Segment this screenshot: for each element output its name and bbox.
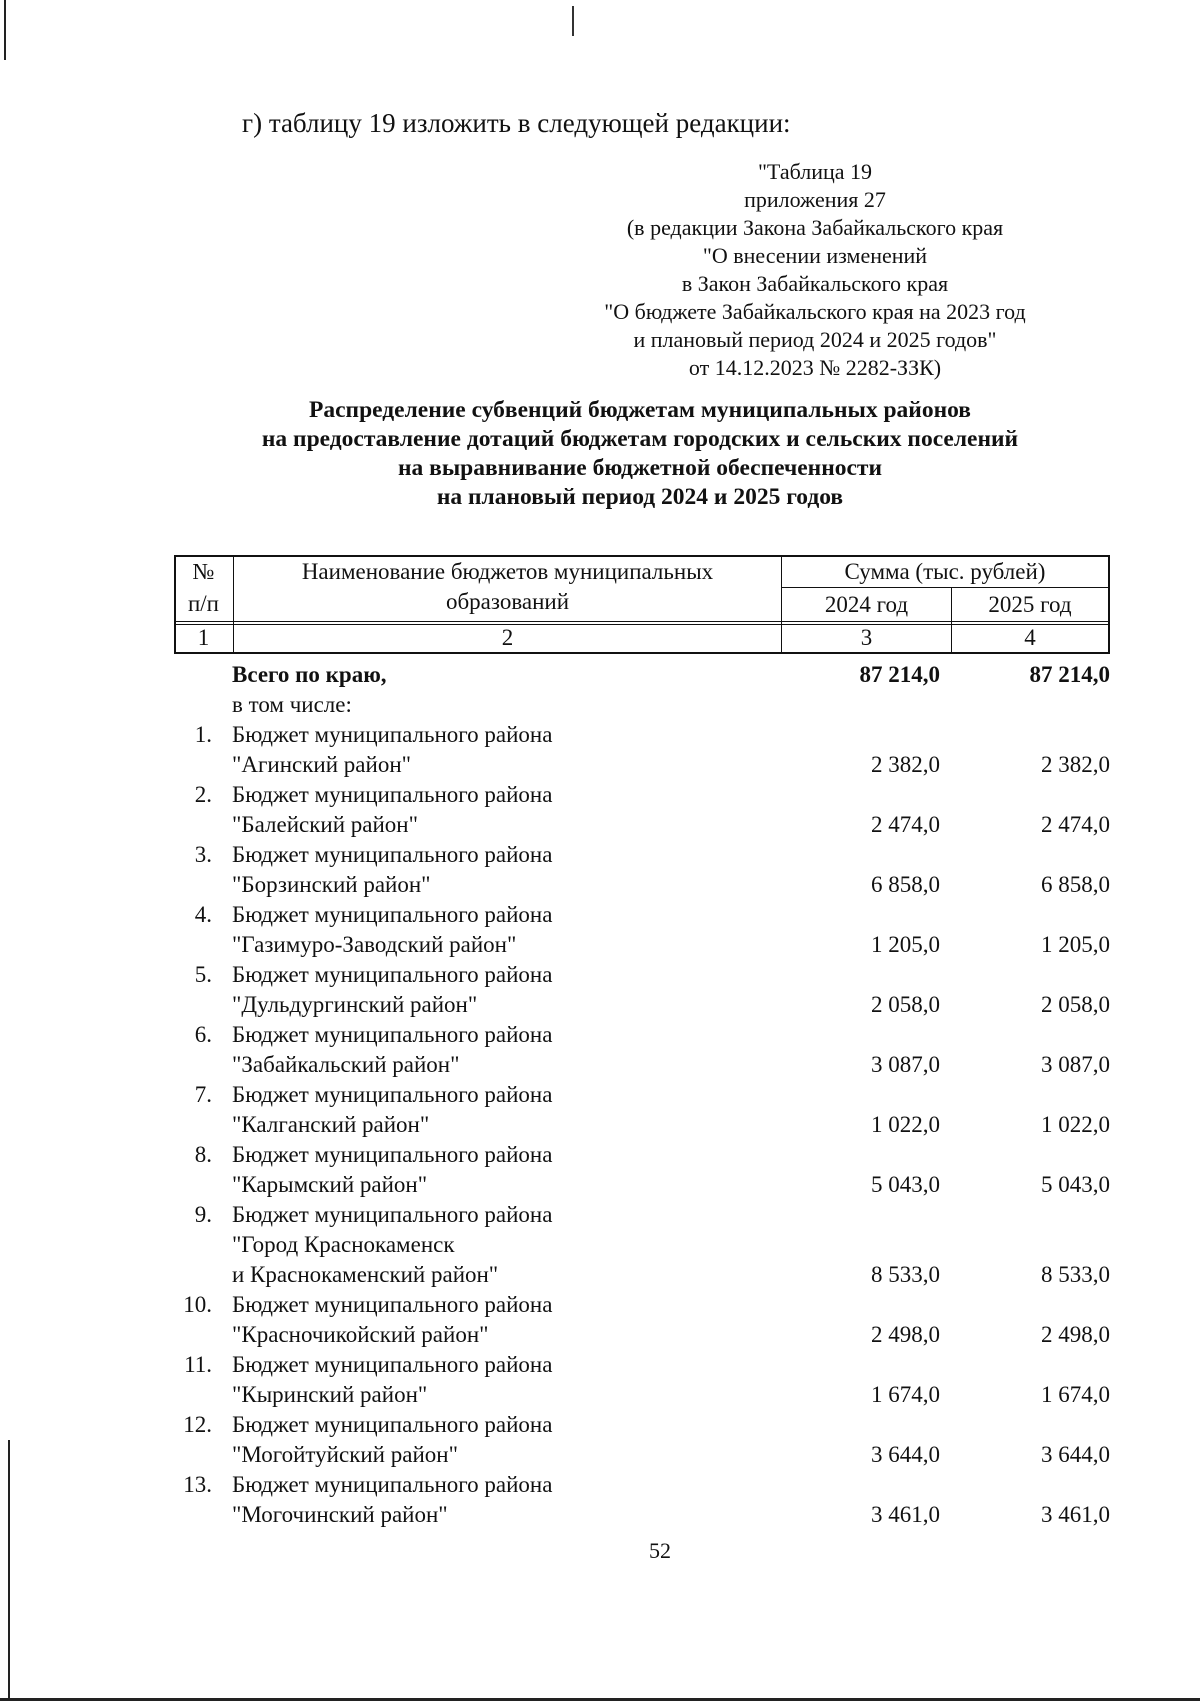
header-border-top	[174, 555, 1110, 557]
header-name-line2: образований	[445, 589, 570, 614]
row-number: 4.	[194, 902, 212, 927]
table-row	[174, 1350, 1110, 1410]
table-body	[174, 660, 1110, 1530]
row-name-line: Бюджет муниципального района	[232, 1202, 553, 1227]
header-border-bottom	[174, 652, 1110, 654]
table-row	[174, 720, 1110, 780]
row-name-line: "Газимуро-Заводский район"	[232, 932, 517, 957]
row-value-2025: 5 043,0	[1041, 1172, 1110, 1197]
row-name-line: Бюджет муниципального района	[232, 902, 553, 927]
row-name-line: "Агинский район"	[232, 752, 412, 777]
header-border-lower	[174, 621, 1110, 622]
title-line: Распределение субвенций бюджетам муниципальных районов	[309, 397, 971, 423]
note-line: (в редакции Закона Забайкальского края	[626, 215, 1004, 240]
note-line: "О бюджете Забайкальского края на 2023 год	[604, 299, 1026, 324]
header-name-line1: Наименование бюджетов муниципальных	[301, 559, 714, 584]
note-line: и плановый период 2024 и 2025 годов"	[633, 327, 997, 352]
note-line: приложения 27	[744, 187, 886, 212]
row-name-line: "Красночикойский район"	[232, 1322, 489, 1347]
total-2025: 87 214,0	[1029, 662, 1110, 687]
row-number: 11.	[184, 1352, 212, 1377]
row-value-2024: 1 674,0	[871, 1382, 940, 1407]
row-number: 5.	[194, 962, 212, 987]
row-value-2024: 2 474,0	[871, 812, 940, 837]
table-row	[174, 900, 1110, 960]
header-year-2024: 2024 год	[824, 592, 909, 617]
row-name-line: "Балейский район"	[232, 812, 418, 837]
table-note	[560, 158, 1070, 382]
table-row	[174, 1020, 1110, 1080]
row-value-2025: 3 461,0	[1041, 1502, 1110, 1527]
table-row	[174, 1140, 1110, 1200]
row-name-line: Бюджет муниципального района	[232, 1082, 553, 1107]
row-value-2025: 2 058,0	[1041, 992, 1110, 1017]
row-value-2025: 1 205,0	[1041, 932, 1110, 957]
row-number: 2.	[194, 782, 212, 807]
row-name-line: Бюджет муниципального района	[232, 1292, 553, 1317]
row-name-line: Бюджет муниципального района	[232, 962, 553, 987]
row-value-2025: 6 858,0	[1041, 872, 1110, 897]
row-number: 7.	[194, 1082, 212, 1107]
note-line: от 14.12.2023 № 2282-ЗЗК)	[688, 355, 942, 380]
row-value-2024: 1 205,0	[871, 932, 940, 957]
row-name-line: Бюджет муниципального района	[232, 842, 553, 867]
header-border-right	[1108, 555, 1110, 654]
row-value-2025: 8 533,0	[1041, 1262, 1110, 1287]
row-name-line: Бюджет муниципального района	[232, 782, 553, 807]
row-number: 1.	[194, 722, 212, 747]
row-name-line: и Краснокаменский район"	[232, 1262, 499, 1287]
page-number: 52	[649, 1538, 671, 1563]
intro-text: г) таблицу 19 изложить в следующей редакции:	[242, 108, 791, 138]
header-num-line2: п/п	[187, 591, 219, 616]
row-value-2024: 8 533,0	[871, 1262, 940, 1287]
row-name-line: "Могочинский район"	[232, 1502, 448, 1527]
table-row	[174, 840, 1110, 900]
table-row	[174, 1200, 1110, 1290]
table-row	[174, 1290, 1110, 1350]
table-row	[174, 1080, 1110, 1140]
scan-mark-top	[572, 6, 574, 36]
row-name-line: "Город Краснокаменск	[232, 1232, 455, 1257]
total-sub: в том числе:	[232, 692, 352, 717]
row-value-2025: 3 644,0	[1041, 1442, 1110, 1467]
total-2024: 87 214,0	[859, 662, 940, 687]
table-row-subheading	[174, 690, 1110, 720]
row-name-line: Бюджет муниципального района	[232, 1352, 553, 1377]
row-value-2024: 2 382,0	[871, 752, 940, 777]
row-name-line: Бюджет муниципального района	[232, 1472, 553, 1497]
header-colnum-1: 1	[197, 625, 210, 650]
row-number: 12.	[183, 1412, 212, 1437]
table-row	[174, 960, 1110, 1020]
row-name-line: Бюджет муниципального района	[232, 722, 553, 747]
header-year-2025: 2025 год	[988, 592, 1072, 617]
header-sum: Сумма (тыс. рублей)	[844, 559, 1046, 584]
note-line: "О внесении изменений	[702, 243, 928, 268]
row-name-line: Бюджет муниципального района	[232, 1142, 553, 1167]
note-line: в Закон Забайкальского края	[681, 271, 949, 296]
row-number: 8.	[194, 1142, 212, 1167]
row-number: 6.	[194, 1022, 212, 1047]
header-colnum-4: 4	[1024, 625, 1036, 650]
row-value-2024: 3 461,0	[871, 1502, 940, 1527]
row-name-line: "Забайкальский район"	[232, 1052, 460, 1077]
note-line: "Таблица 19	[757, 159, 873, 184]
row-name-line: "Кыринский район"	[232, 1382, 428, 1407]
row-value-2025: 2 474,0	[1041, 812, 1110, 837]
table-row-total	[174, 660, 1110, 690]
table-row	[174, 1410, 1110, 1470]
row-value-2024: 6 858,0	[871, 872, 940, 897]
row-value-2024: 2 498,0	[871, 1322, 940, 1347]
row-value-2024: 3 644,0	[871, 1442, 940, 1467]
document-title	[120, 396, 1160, 512]
scan-edge-bottom	[0, 1698, 1200, 1701]
row-value-2025: 1 674,0	[1041, 1382, 1110, 1407]
row-name-line: "Могойтуйский район"	[232, 1442, 458, 1467]
scan-edge-left	[4, 0, 6, 60]
row-value-2024: 1 022,0	[871, 1112, 940, 1137]
row-value-2025: 1 022,0	[1041, 1112, 1110, 1137]
table-row	[174, 1470, 1110, 1530]
row-value-2025: 3 087,0	[1041, 1052, 1110, 1077]
row-name-line: Бюджет муниципального района	[232, 1412, 553, 1437]
header-colnum-3: 3	[860, 625, 873, 650]
row-value-2025: 2 498,0	[1041, 1322, 1110, 1347]
row-value-2024: 5 043,0	[871, 1172, 940, 1197]
scan-edge-left-lower	[8, 1440, 10, 1700]
title-line: на выравнивание бюджетной обеспеченности	[397, 455, 883, 481]
row-name-line: "Дульдургинский район"	[232, 992, 478, 1017]
total-label: Всего по краю,	[232, 662, 387, 687]
header-border-mid	[781, 587, 1110, 588]
row-name-line: "Карымский район"	[232, 1172, 428, 1197]
row-name-line: "Калганский район"	[232, 1112, 430, 1137]
row-number: 3.	[194, 842, 212, 867]
row-name-line: Бюджет муниципального района	[232, 1022, 553, 1047]
header-num-line1: №	[192, 559, 215, 584]
row-number: 10.	[183, 1292, 212, 1317]
table-row	[174, 780, 1110, 840]
table-header	[174, 555, 1110, 655]
row-number: 9.	[194, 1202, 212, 1227]
row-number: 13.	[183, 1472, 212, 1497]
row-value-2025: 2 382,0	[1041, 752, 1110, 777]
title-line: на предоставление дотаций бюджетам городских и сельских поселений	[261, 426, 1019, 452]
title-line: на плановый период 2024 и 2025 годов	[436, 484, 844, 510]
row-name-line: "Борзинский район"	[232, 872, 431, 897]
row-value-2024: 3 087,0	[871, 1052, 940, 1077]
header-colnum-2: 2	[501, 625, 514, 650]
row-value-2024: 2 058,0	[871, 992, 940, 1017]
